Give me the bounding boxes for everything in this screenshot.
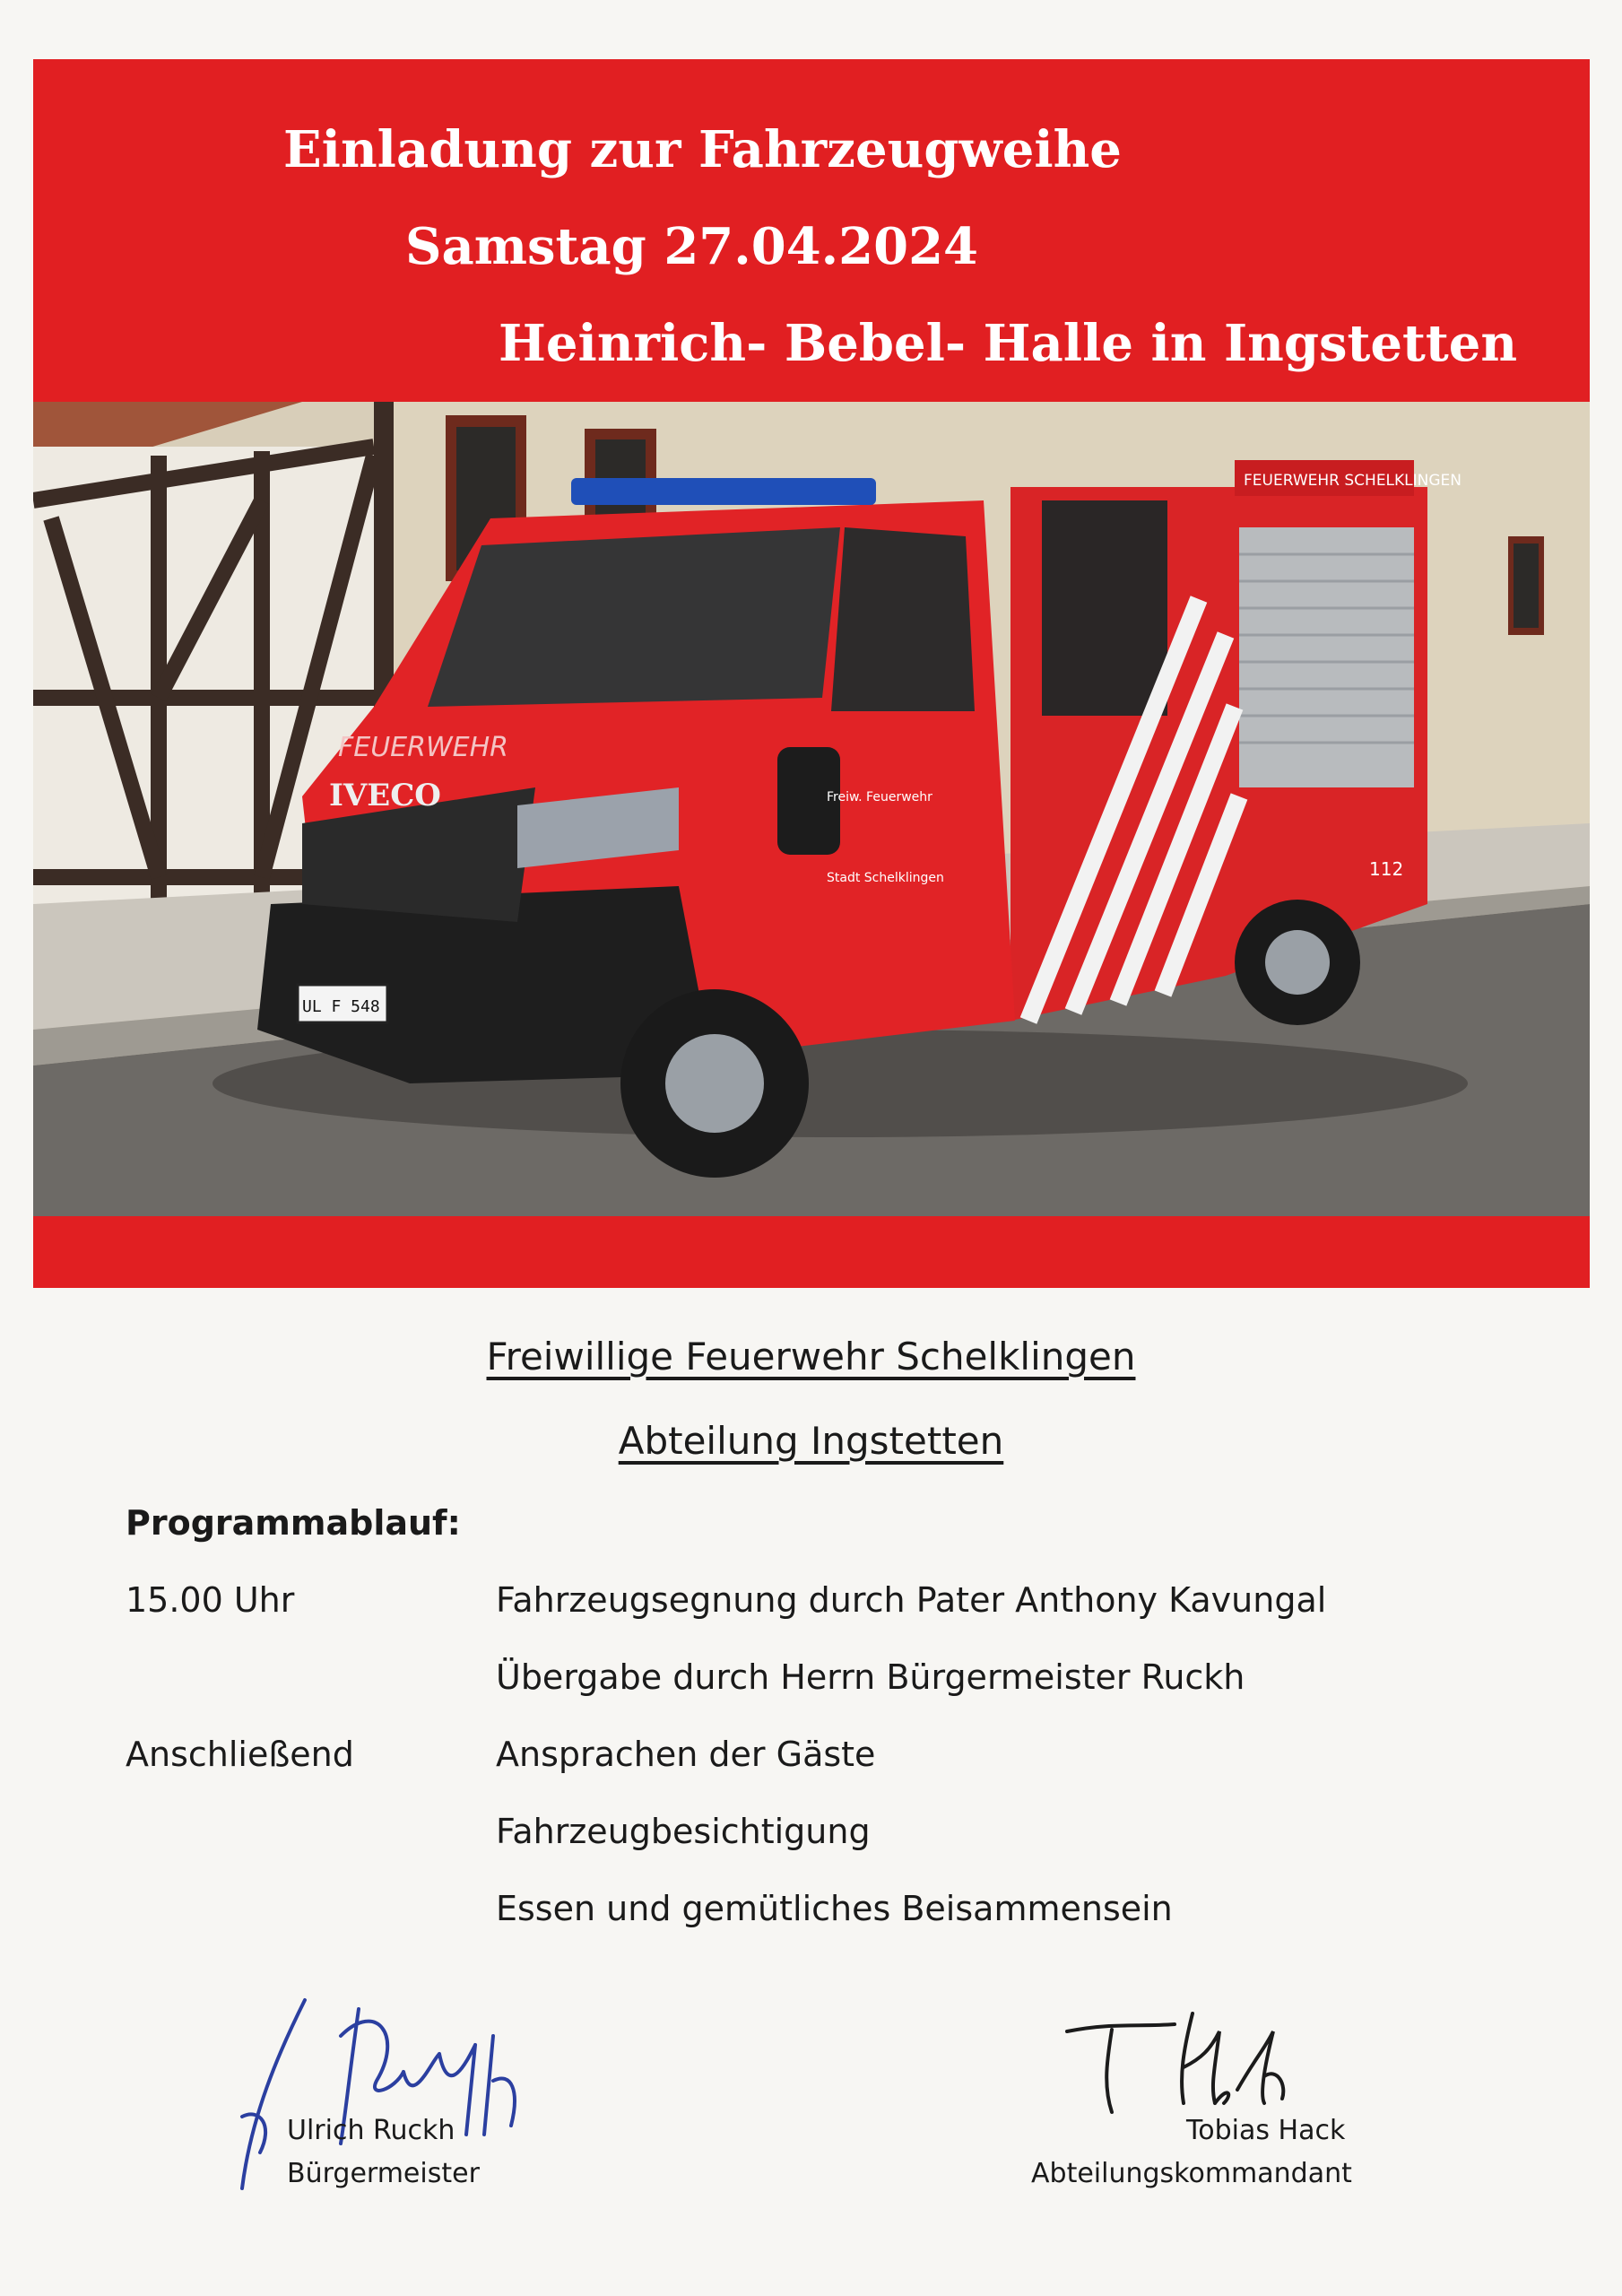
program-time: Anschließend [126, 1735, 354, 1774]
program-item: Fahrzeugsegnung durch Pater Anthony Kavungal [496, 1580, 1327, 1620]
truck-brand: IVECO [329, 778, 441, 813]
fire-truck-photo [33, 402, 1590, 1216]
signer-left-role: Bürgermeister [287, 2158, 480, 2189]
truck-hood-text: FEUERWEHR [338, 732, 508, 763]
door-text-1: Freiw. Feuerwehr [827, 790, 932, 804]
truck-number: 112 [1369, 858, 1404, 880]
signer-right-role: Abteilungskommandant [1031, 2158, 1352, 2189]
program-title: Programmablauf: [126, 1503, 461, 1543]
signer-left-name: Ulrich Ruckh [287, 2115, 455, 2146]
door-text-2: Stadt Schelklingen [827, 871, 944, 885]
event-location: Heinrich- Bebel- Halle in Ingstetten [499, 314, 1518, 373]
program-time: 15.00 Uhr [126, 1580, 295, 1620]
signature-hack [1058, 2005, 1327, 2121]
truck-side-text: FEUERWEHR SCHELKLINGEN [1244, 472, 1462, 490]
department-name: Abteilung Ingstetten [618, 1419, 1004, 1463]
title-invitation: Einladung zur Fahrzeugweihe [283, 120, 1122, 179]
program-item: Essen und gemütliches Beisammensein [496, 1889, 1173, 1928]
footer-banner [33, 1216, 1590, 1288]
program-item: Übergabe durch Herrn Bürgermeister Ruckh [496, 1657, 1245, 1697]
signer-right-name: Tobias Hack [1186, 2115, 1346, 2146]
program-item: Fahrzeugbesichtigung [496, 1812, 871, 1851]
program-item: Ansprachen der Gäste [496, 1735, 876, 1774]
organization-name: Freiwillige Feuerwehr Schelklingen [486, 1335, 1136, 1378]
license-plate: UL F 548 [302, 997, 380, 1016]
event-date: Samstag 27.04.2024 [405, 217, 979, 276]
